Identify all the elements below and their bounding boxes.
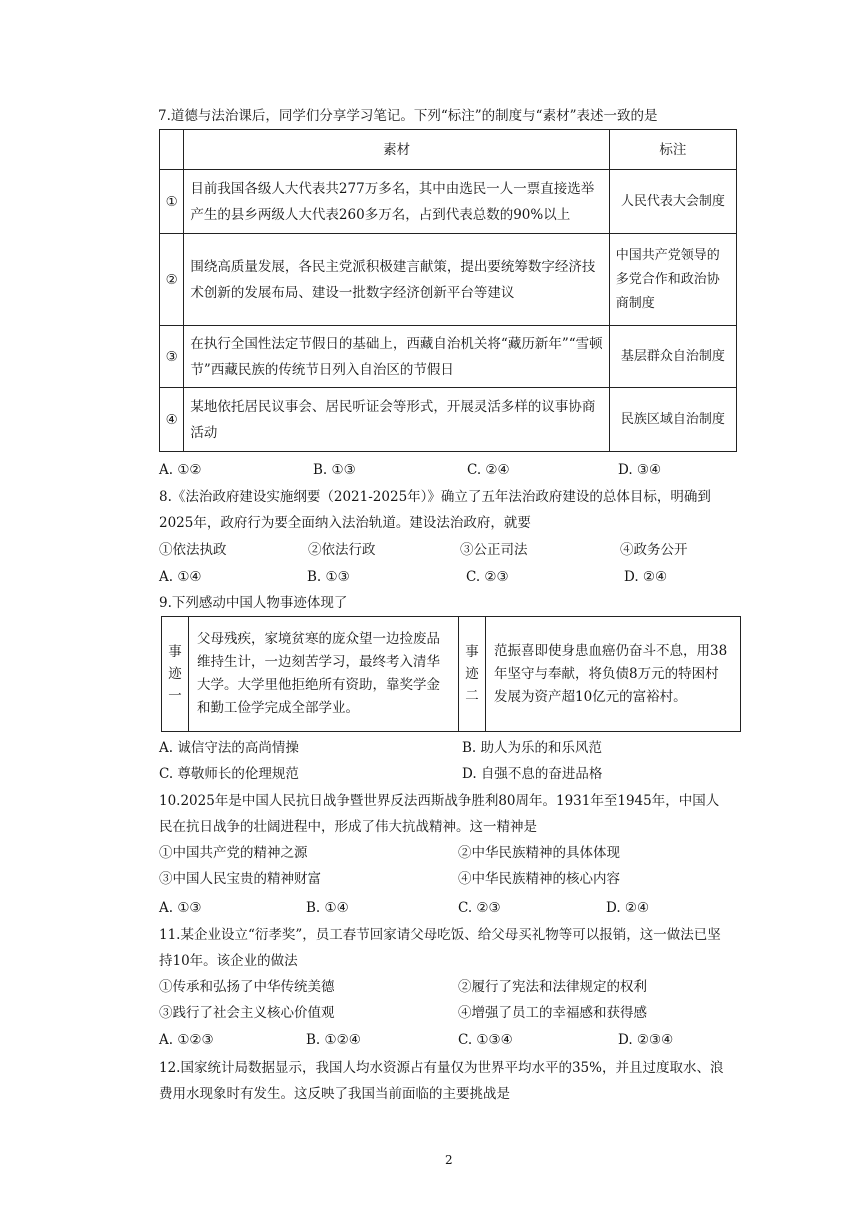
q7-option-d: D. ③④	[618, 462, 662, 478]
q10-stem-line1: 10.2025年是中国人民抗日战争暨世界反法西斯战争胜利80周年。1931年至1945年，中国人	[159, 793, 720, 809]
q11-option-b: B. ①②④	[306, 1032, 361, 1048]
q8-item-4: ④政务公开	[620, 542, 688, 558]
q11-stem-line2: 持10年。该企业的做法	[159, 953, 298, 969]
row-tag: 人民代表大会制度	[609, 170, 736, 234]
row-tag: 中国共产党领导的多党合作和政治协商制度	[609, 234, 736, 326]
q8-option-c: C. ②③	[466, 569, 509, 585]
q10-item-1: ①中国共产党的精神之源	[159, 845, 308, 861]
row-material: 目前我国各级人大代表共277万多名，其中由选民一人一票直接选举产生的县乡两级人大代表260多万名，占到代表总数的90%以上	[184, 170, 609, 234]
q7-header-blank	[160, 130, 184, 170]
row-number: ④	[160, 388, 184, 452]
row-tag: 基层群众自治制度	[609, 326, 736, 388]
table-row	[160, 170, 737, 234]
q9-deeds-table	[161, 616, 741, 732]
q7-option-a: A. ①②	[159, 462, 202, 478]
q11-item-1: ①传承和弘扬了中华传统美德	[159, 979, 335, 995]
q10-option-a: A. ①③	[159, 900, 202, 916]
q9-option-d: D. 自强不息的奋进品格	[462, 766, 603, 782]
q7-option-c: C. ②④	[467, 462, 510, 478]
row-number: ②	[160, 234, 184, 326]
q11-item-3: ③践行了社会主义核心价值观	[159, 1005, 335, 1021]
q8-stem-line2: 2025年，政府行为要全面纳入法治轨道。建设法治政府，就要	[159, 515, 531, 531]
q12-stem-line1: 12.国家统计局数据显示，我国人均水资源占有量仅为世界平均水平的35%，并且过度取水、浪	[159, 1060, 724, 1076]
deed-one-text: 父母残疾，家境贫寒的庞众望一边捡废品维持生计，一边刻苦学习，最终考入清华大学。大学里他拒绝所有资助，靠奖学金和勤工俭学完成全部学业。	[189, 617, 459, 732]
q9-stem: 9.下列感动中国人物事迹体现了	[159, 595, 348, 611]
row-material: 围绕高质量发展，各民主党派积极建言献策，提出要统筹数字经济技术创新的发展布局、建设一批数字经济创新平台等建议	[184, 234, 609, 326]
q8-item-1: ①依法执政	[159, 542, 227, 558]
row-number: ①	[160, 170, 184, 234]
q9-option-a: A. 诚信守法的高尚情操	[159, 740, 299, 756]
q9-option-c: C. 尊敬师长的伦理规范	[159, 766, 299, 782]
q10-option-d: D. ②④	[606, 900, 650, 916]
q11-option-a: A. ①②③	[159, 1032, 214, 1048]
deed-two-text: 范振喜即使身患血癌仍奋斗不息，用38年坚守与奉献，将负债8万元的特困村发展为资产超10亿元的富裕村。	[486, 617, 741, 732]
q9-option-b: B. 助人为乐的和乐风范	[462, 740, 603, 756]
q7-option-b: B. ①③	[313, 462, 356, 478]
row-material: 在执行全国性法定节假日的基础上，西藏自治机关将“藏历新年”“雪顿节”西藏民族的传统节日列入自治区的节假日	[184, 326, 609, 388]
q11-stem-line1: 11.某企业设立“衍孝奖”，员工春节回家请父母吃饭、给父母买礼物等可以报销，这一做法已坚	[159, 927, 721, 943]
q8-option-a: A. ①④	[159, 569, 202, 585]
q10-item-4: ④中华民族精神的核心内容	[458, 871, 620, 887]
q7-stem: 7.道德与法治课后，同学们分享学习笔记。下列“标注”的制度与“素材”表述一致的是	[158, 108, 658, 124]
deed-one-label: 事迹一	[162, 617, 189, 732]
q10-option-b: B. ①④	[306, 900, 349, 916]
q10-item-3: ③中国人民宝贵的精神财富	[159, 871, 321, 887]
table-row	[160, 234, 737, 326]
q7-header-material: 素材	[184, 130, 609, 170]
q11-option-d: D. ②③④	[618, 1032, 674, 1048]
q11-item-2: ②履行了宪法和法律规定的权利	[458, 979, 647, 995]
q11-item-4: ④增强了员工的幸福感和获得感	[458, 1005, 647, 1021]
page-number: 2	[445, 1153, 453, 1167]
q8-stem-line1: 8.《法治政府建设实施纲要（2021-2025年）》确立了五年法治政府建设的总体目标，明确到	[159, 489, 711, 505]
q7-header-tag: 标注	[609, 130, 736, 170]
deed-two-label: 事迹二	[459, 617, 486, 732]
q8-item-2: ②依法行政	[308, 542, 376, 558]
q11-option-c: C. ①③④	[458, 1032, 513, 1048]
q10-option-c: C. ②③	[458, 900, 501, 916]
row-material: 某地依托居民议事会、居民听证会等形式，开展灵活多样的议事协商活动	[184, 388, 609, 452]
q8-option-b: B. ①③	[307, 569, 350, 585]
q10-stem-line2: 民在抗日战争的壮阔进程中，形成了伟大抗战精神。这一精神是	[159, 819, 537, 835]
q12-stem-line2: 费用水现象时有发生。这反映了我国当前面临的主要挑战是	[159, 1086, 510, 1102]
table-row	[160, 388, 737, 452]
q7-table	[159, 129, 737, 452]
table-row	[160, 326, 737, 388]
q8-option-d: D. ②④	[624, 569, 668, 585]
q8-item-3: ③公正司法	[460, 542, 528, 558]
row-number: ③	[160, 326, 184, 388]
q10-item-2: ②中华民族精神的具体体现	[458, 845, 620, 861]
row-tag: 民族区域自治制度	[609, 388, 736, 452]
